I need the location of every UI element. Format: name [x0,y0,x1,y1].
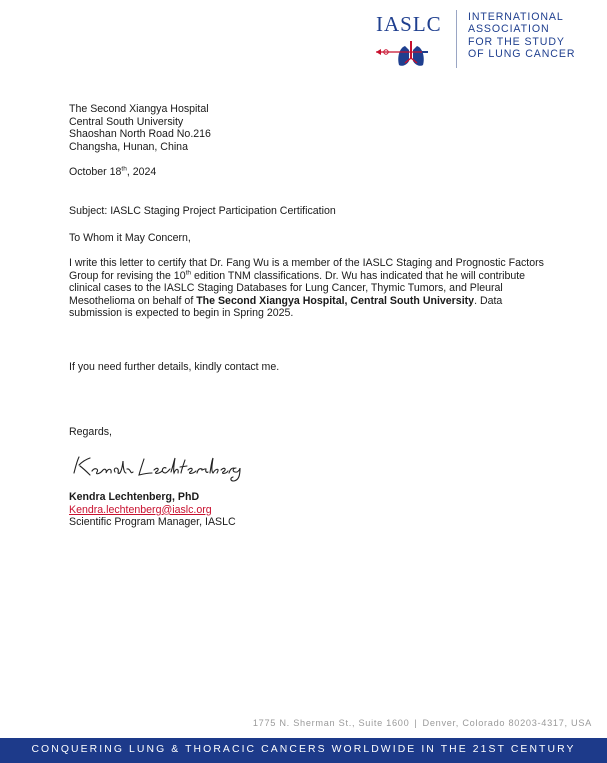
footer-tagline-band [0,738,607,763]
date-suffix: , 2024 [126,166,157,178]
closing-note: If you need further details, kindly contact me. [69,361,280,373]
regards: Regards, [69,426,112,438]
org-name-line: ASSOCIATION [468,23,550,36]
body-text: . Data submission is expected to begin in Spring 2025. [69,294,503,320]
org-name-line: FOR THE STUDY [468,35,565,48]
recipient-address [69,103,211,153]
footer-tagline: CONQUERING LUNG & THORACIC CANCERS WORLDWIDE IN THE 21ST CENTURY [31,744,576,755]
iaslc-lung-emblem [372,10,452,70]
footer-separator: | [414,718,418,728]
date-prefix: October 18 [69,166,122,178]
body-ordinal: th [185,269,192,277]
footer-street: 1775 N. Sherman St., Suite 1600 [252,718,410,728]
address-line: The Second Xiangya Hospital [69,103,209,115]
footer-city: Denver, Colorado 80203-4317, USA [422,718,592,728]
signatory-title: Scientific Program Manager, IASLC [69,516,236,529]
organization-name [468,11,588,61]
iaslc-letterhead-logo [372,10,587,70]
signatory-block [69,491,236,529]
lungs-sword-icon [372,10,452,70]
address-line: Changsha, Hunan, China [69,140,188,153]
letter-subject: Subject: IASLC Staging Project Participation Certification [69,205,336,217]
address-line: Central South University [69,115,184,128]
logo-abbreviation: IASLC [376,12,442,36]
org-name-line: INTERNATIONAL [468,11,564,23]
salutation: To Whom it May Concern, [69,232,191,244]
letter-body [69,257,544,320]
body-text: I write this letter to certify that Dr. Fang Wu is a member of the IASLC Staging and Prognostic Factors Group for revising the 10 [69,257,544,282]
footer-address [253,718,592,728]
signatory-name: Kendra Lechtenberg, PhD [69,491,200,503]
address-line: Shaoshan North Road No.216 [69,128,211,141]
hospital-name-bold: The Second Xiangya Hospital, Central South University [196,294,475,307]
signatory-email-link[interactable]: Kendra.lechtenberg@iaslc.org [69,503,212,516]
handwritten-signature [70,451,250,483]
body-text: edition TNM classifications. Dr. Wu has indicated that he will contribute clinical cases to the IASLC Staging Databases for Lung Cancer, Thymic Tumors, and Pleural Mesothelioma on behalf of [69,269,526,307]
logo-divider [456,10,457,68]
org-name-line: OF LUNG CANCER [468,48,576,61]
date-ordinal: th [121,165,127,173]
letter-date [69,166,156,179]
